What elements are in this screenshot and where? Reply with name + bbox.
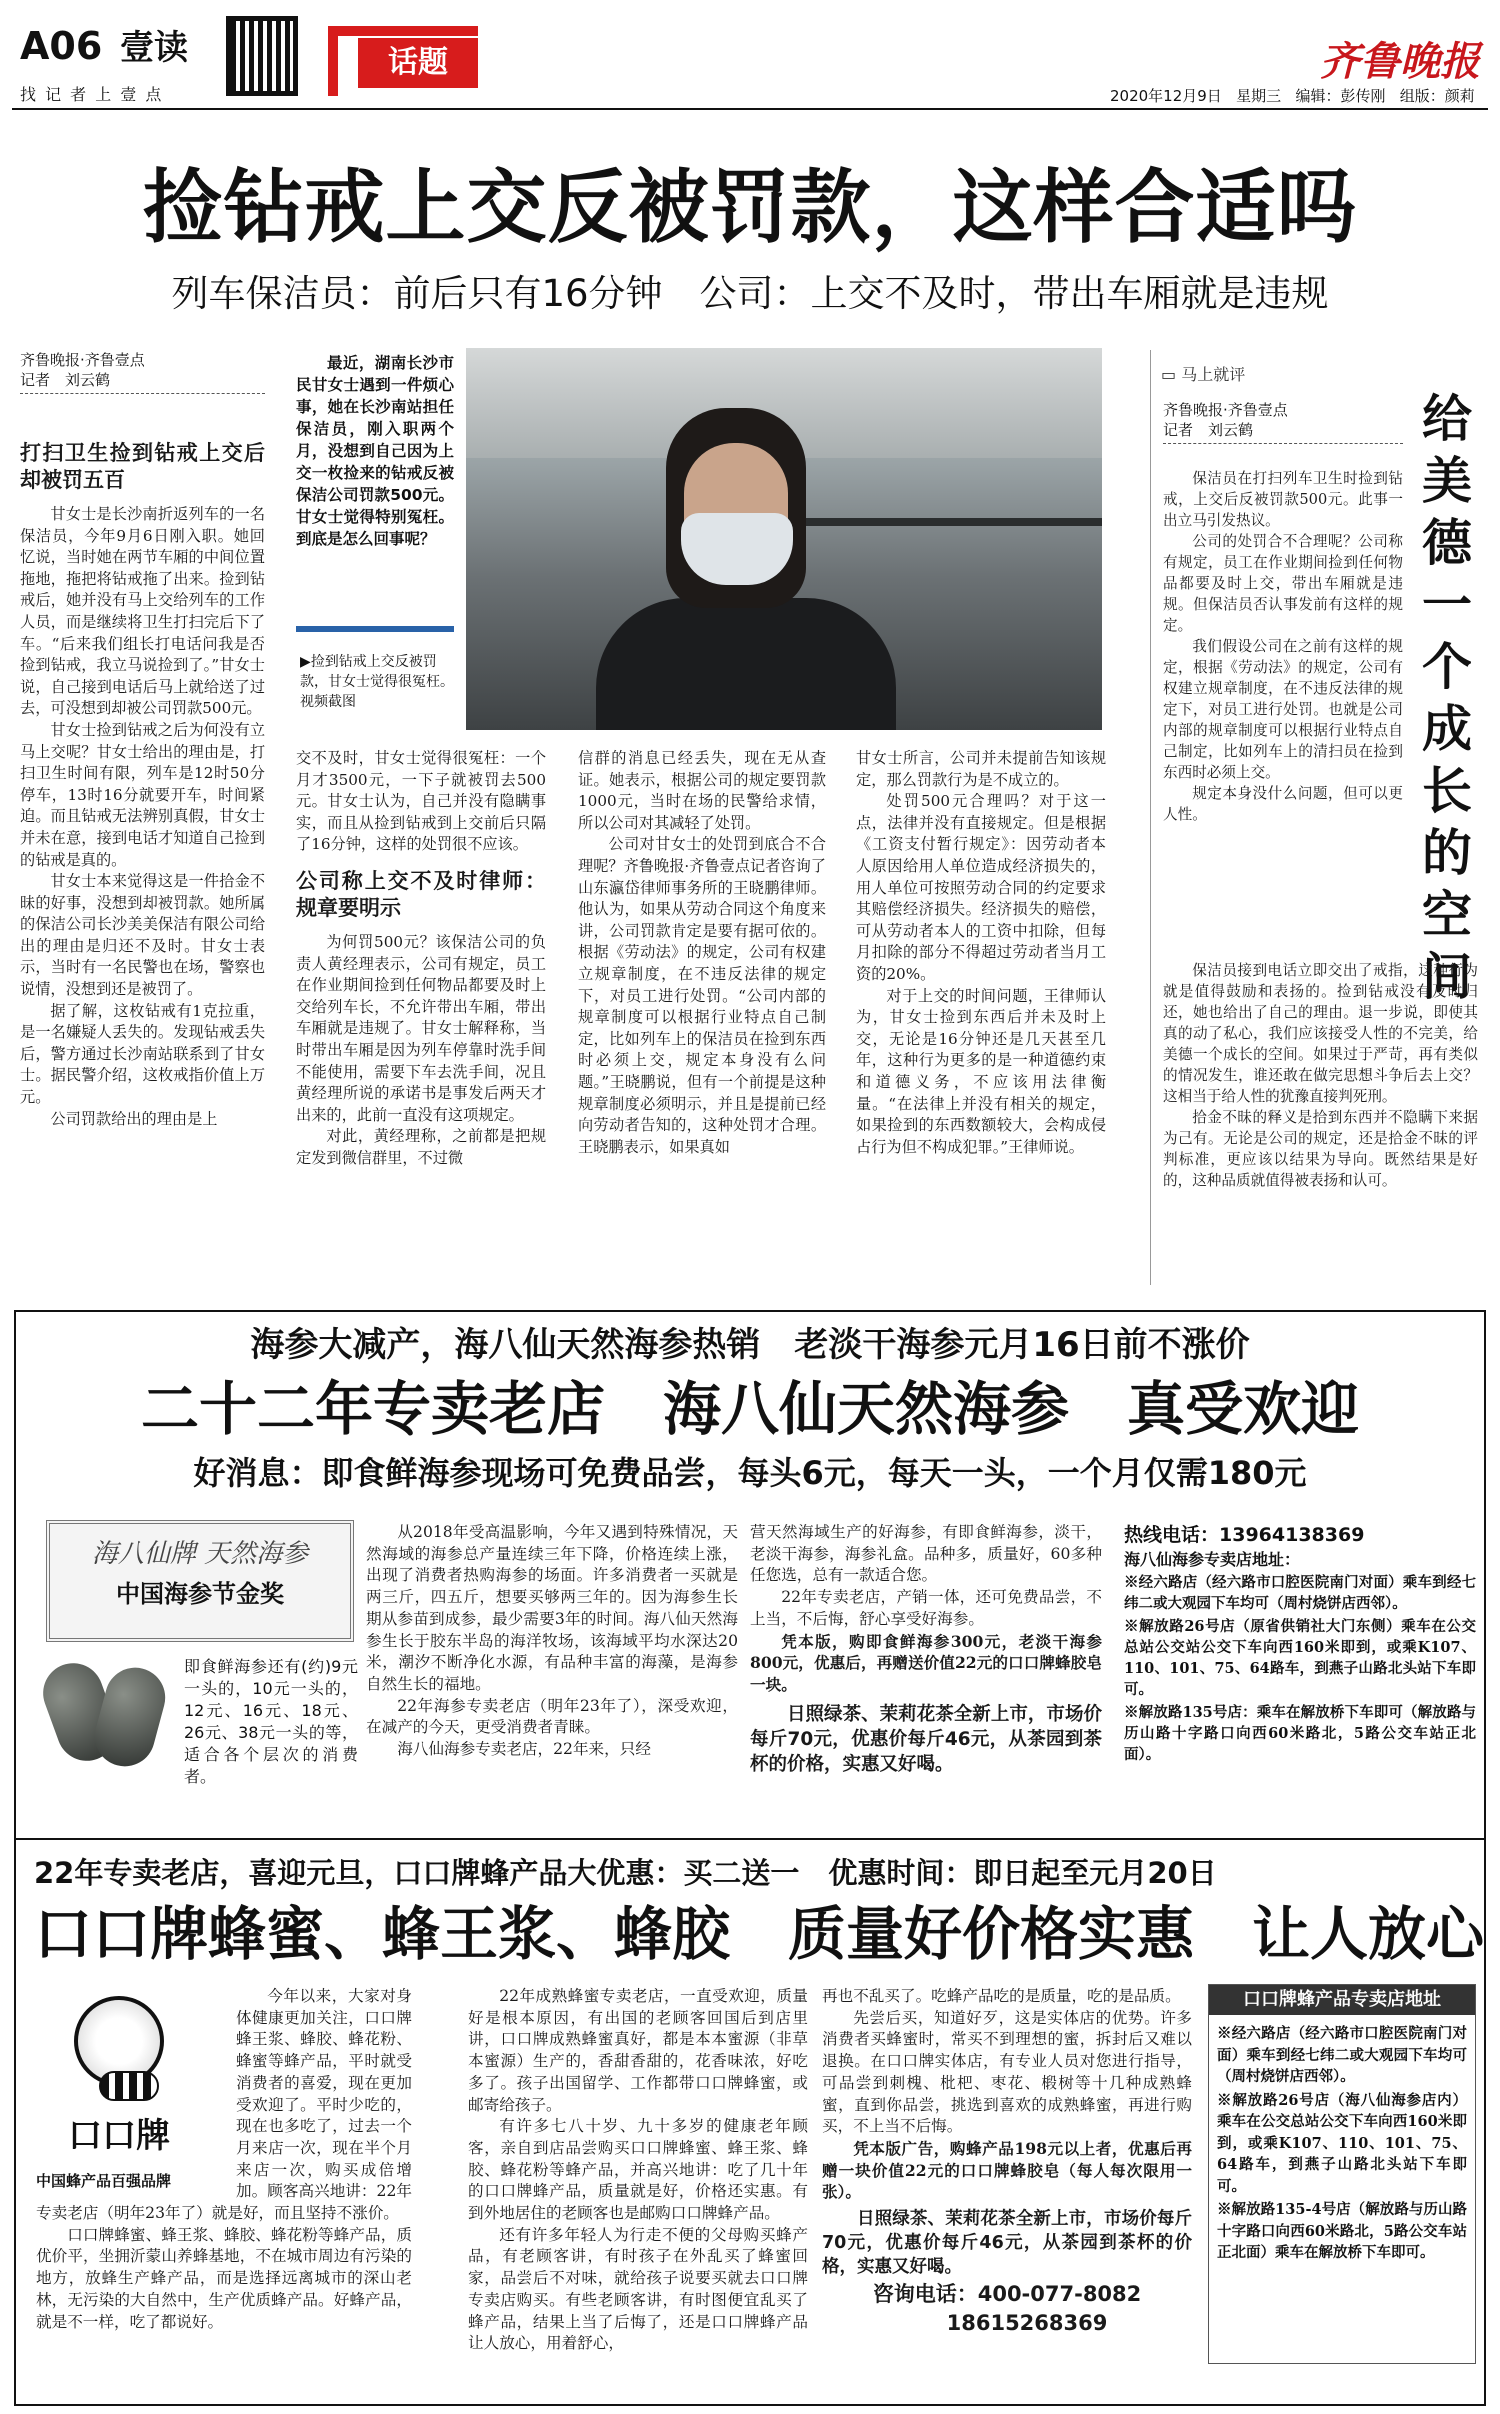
ad2-paragraph: 有许多七八十岁、九十多岁的健康老年顾客，亲自到店品尝购买口口牌蜂蜜、蜂王浆、蜂胶、蜂花粉等蜂产品，并高兴地讲：吃了几十年的口口牌蜂产品，质量就是好，价格还实惠。有到外地居住的老顾客也是邮购口口牌蜂产品。 bbox=[468, 2117, 808, 2223]
ad2-paragraph: 还有许多年轻人为行走不便的父母购买蜂产品，有老顾客讲，有时孩子在外乱买了蜂蜜回家，品尝后不对味，就给孩子说要买就去口口牌专卖店购买。有些老顾客讲，有时图便宜乱买了蜂产品，结果上当了后悔了，还是口口牌蜂产品让人放心，用着舒心， bbox=[468, 2225, 808, 2353]
topic-label: 话题 bbox=[358, 38, 478, 88]
ad2-store-address: ※解放路26号店（海八仙海参店内）乘车在公交总站公交下车向西160米即到，或乘K107、110、101、75、64路车，到燕子山路北头站下车即可。 bbox=[1217, 2091, 1467, 2195]
newspaper-logo: 齐鲁晚报 bbox=[1320, 38, 1480, 85]
commentary-box bbox=[1150, 350, 1485, 1285]
award-plaque bbox=[46, 1520, 354, 1642]
award-brand: 海八仙牌 天然海参 bbox=[91, 1539, 309, 1569]
ad2-store-panel bbox=[1208, 1984, 1476, 2364]
ad2-stores-title: 口口牌蜂产品专卖店地址 bbox=[1209, 1985, 1475, 2015]
ad1-store-address: ※经六路店（经六路市口腔医院南门对面）乘车到经七纬二或大观园下车均可（周村烧饼店西邻）。 bbox=[1124, 1574, 1476, 1612]
article-photo bbox=[466, 348, 1102, 730]
ad2-store-address: ※解放路135-4号店（解放路与历山路十字路口向西60米路北，5路公交车站正北面）乘车在解放桥下车即可。 bbox=[1217, 2201, 1467, 2261]
masthead-slogan: 找 记 者 上 壹 点 bbox=[20, 85, 164, 104]
ad2-paragraph: 先尝后买，知道好歹，这是实体店的优势。许多消费者买蜂蜜时，常买不到理想的蜜，拆封后又难以退换。在口口牌实体店，有专业人员对您进行指导，可品尝到刺槐、枇杷、枣花、椴树等十几种成熟蜂蜜，直到你品尝，挑选到喜欢的成熟蜂蜜，再进行购买，不上当不后悔。 bbox=[822, 2008, 1192, 2136]
ad1-line2: 二十二年专卖老店 海八仙天然海参 真受欢迎 bbox=[140, 1375, 1359, 1443]
commentary-byline bbox=[1163, 400, 1403, 444]
ad1-store-address: ※解放路135号店：乘车在解放桥下车即可（解放路与历山路十字路口向西60米路北，5路公交车站正北面）。 bbox=[1124, 1704, 1476, 1763]
ad1-column-1 bbox=[366, 1522, 738, 1761]
ad2-line1: 22年专卖老店，喜迎元旦，口口牌蜂产品大优惠：买二送一 优惠时间：即日起至元月20日 bbox=[34, 1856, 1217, 1890]
editor-credit: 编辑：彭传刚 bbox=[1295, 87, 1386, 105]
ad2-store-address: ※经六路店（经六路市口腔医院南门对面）乘车到经七纬二或大观园下车均可（周村烧饼店西邻）。 bbox=[1217, 2025, 1467, 2085]
qr-code-icon bbox=[226, 16, 298, 96]
ad1-line1: 海参大减产，海八仙天然海参热销 老淡干海参元月16日前不涨价 bbox=[250, 1325, 1250, 1365]
ad1-paragraph: 从2018年受高温影响，今年又遇到特殊情况，天然海域的海参总产量连续三年下降，价格连续上涨，出现了消费者热购海参的场面。许多消费者一买就是两三斤，四五斤，想要买够两三年的。因为海参生长期从参苗到成参，最少需要3年的时间。海八仙天然海参生长于胶东半岛的海洋牧场，该海域平均水深达20米，潮汐不断净化水源，有品种丰富的海藻，是海参自然生长的福地。 bbox=[366, 1523, 738, 1693]
ad2-column-3 bbox=[822, 1986, 1192, 2337]
commentary-paragraph: 保洁员接到电话立即交出了戒指，这种行为就是值得鼓励和表扬的。捡到钻戒没有及时归还，她也给出了自己的理由。退一步说，即使其真的动了私心，我们应该接受人性的不完美，给美德一个成长的空间。如果过于严苛，再有类似的情况发生，谁还敢在做完思想斗争后去上交？这相当于给人性的犹豫直接判死刑。 bbox=[1163, 962, 1478, 1105]
photo-caption: ▶捡到钻戒上交反被罚款，甘女士觉得很冤枉。视频截图 bbox=[300, 654, 454, 710]
commentary-paragraph: 公司的处罚合不合理呢？公司称有规定，员工在作业期间捡到任何物品都要及时上交，带出车厢就是违规。但保洁员否认事发前有这样的规定。 bbox=[1163, 533, 1403, 634]
ad1-store-list bbox=[1124, 1572, 1476, 1765]
article-paragraph: 处罚500元合理吗？对于这一点，法律并没有直接规定。但是根据《工资支付暂行规定》：因劳动者本人原因给用人单位造成经济损失的，用人单位可按照劳动合同的约定要求其赔偿经济损失。经济损失的赔偿，可从劳动者本人的工资中扣除，但每月扣除的部分不得超过劳动者当月工资的20%。 bbox=[856, 792, 1106, 983]
commentary-tag bbox=[1161, 362, 1245, 385]
article-subhead-1: 打扫卫生捡到钻戒上交后却被罚五百 bbox=[20, 441, 265, 492]
masthead bbox=[0, 0, 1500, 112]
article-byline bbox=[20, 350, 265, 394]
ad2-line2: 口口牌蜂蜜、蜂王浆、蜂胶 质量好价格实惠 让人放心 bbox=[34, 1900, 1485, 1968]
article-reporter: 记者 刘云鹤 bbox=[20, 370, 265, 394]
article-paragraph: 公司罚款给出的理由是上 bbox=[50, 1109, 218, 1128]
article-column-1 bbox=[20, 440, 265, 1130]
article-source: 齐鲁晚报·齐鲁壹点 bbox=[20, 351, 145, 369]
masthead-rule bbox=[12, 108, 1488, 110]
article-paragraph: 对此，黄经理称，之前都是把规定发到微信群里，不过微 bbox=[296, 1127, 546, 1167]
designer-credit: 组版：颜莉 bbox=[1399, 87, 1475, 105]
ad2-paragraph: 凭本版广告，购蜂产品198元以上者，优惠后再赠一块价值22元的口口牌蜂胶皂（每人每次限用一张）。 bbox=[822, 2138, 1192, 2202]
article-paragraph: 甘女士捡到钻戒之后为何没有立马上交呢？甘女士给出的理由是，打扫卫生时间有限，列车是12时50分停车，13时16分就要开车，时间紧迫。而且钻戒无法辨别真假，甘女士并未在意，接到电话才知道自己捡到的钻戒是真的。 bbox=[20, 720, 265, 869]
ad1-store-panel bbox=[1124, 1522, 1476, 1767]
commentary-tag-label: 马上就评 bbox=[1181, 365, 1246, 384]
article-paragraph: 甘女士本来觉得这是一件拾金不昧的好事，没想到却被罚款。她所属的保洁公司长沙美美保洁有限公司给出的理由是归还不及时。甘女士表示，当时有一名民警也在场，警察也说情，没想到还是被罚了。 bbox=[20, 872, 265, 999]
commentary-text-bottom bbox=[1163, 960, 1478, 1191]
ad1-paragraph: 营天然海域生产的好海参，有即食鲜海参，淡干，老淡干海参，海参礼盒。品种多，质量好，60多种任您选，总有一款适合您。 bbox=[750, 1523, 1102, 1585]
commentary-paragraph: 拾金不昧的释义是拾到东西并不隐瞒下来据为己有。无论是公司的规定，还是拾金不昧的评判标准，更应该以结果为导向。既然结果是好的，这种品质就值得被表扬和认可。 bbox=[1163, 1109, 1478, 1189]
honey-logo-text: 口口牌 bbox=[68, 2116, 170, 2156]
article-paragraph: 交不及时，甘女士觉得很冤枉：一个月才3500元，一下子就被罚去500元。甘女士认为，自己并没有隐瞒事实，而且从捡到钻戒到上交前后只隔了16分钟，这样的处罚很不应该。 bbox=[296, 749, 546, 854]
ad2-column-1-spacer bbox=[36, 1986, 236, 2196]
ad1-promo: 日照绿茶、茉莉花茶全新上市，市场价每斤70元，优惠价每斤46元，从茶园到茶杯的价格，实惠又好喝。 bbox=[750, 1703, 1102, 1775]
photo-railing bbox=[766, 518, 1102, 526]
article-paragraph: 为何罚500元？该保洁公司的负责人黄经理表示，公司有规定，员工在作业期间捡到任何物品都要及时上交给列车长，不允许带出车厢，带出车厢就是违规了。甘女士解释称，当时带出车厢是因为列车停靠时洗手间不能使用，需要下车去洗手间，况且黄经理所说的承诺书是事发后两天才出来的，此前一直没有这项规定。 bbox=[296, 932, 546, 1124]
commentary-paragraph: 保洁员在打扫列车卫生时捡到钻戒，上交后反被罚款500元。此事一出立马引发热议。 bbox=[1163, 470, 1403, 529]
sea-cucumber-image bbox=[40, 1652, 180, 1772]
ad1-paragraph: 海八仙海参专卖老店，22年来，只经 bbox=[397, 1740, 651, 1759]
article-column-4 bbox=[856, 748, 1106, 1158]
ad2-phone-2: 18615268369 bbox=[946, 2311, 1108, 2336]
ad2-paragraph: 口口牌蜂蜜、蜂王浆、蜂胶、蜂花粉等蜂产品，质优价平，坐拥沂蒙山养蜂基地，不在城市周边有污染的地方，放蜂生产蜂产品，而是选择远离城市的深山老林，无污染的大自然中，生产优质蜂产品。好蜂产品，就是不一样，吃了都说好。 bbox=[36, 2225, 412, 2331]
commentary-source: 齐鲁晚报·齐鲁壹点 bbox=[1163, 401, 1288, 419]
article-subhead-2: 公司称上交不及时律师：规章要明示 bbox=[296, 868, 546, 920]
ad1-paragraph: 凭本版，购即食鲜海参300元，老淡干海参800元，优惠后，再赠送价值22元的口口牌蜂胶皂一块。 bbox=[750, 1631, 1102, 1694]
headline: 捡钻戒上交反被罚款，这样合适吗 bbox=[142, 161, 1358, 254]
article-paragraph: 信群的消息已经丢失，现在无从查证。她表示，根据公司的规定要罚款1000元，当时在场的民警给求情，所以公司对其减轻了处罚。 bbox=[578, 749, 826, 832]
section-name: 壹读 bbox=[120, 28, 188, 68]
article-paragraph: 对于上交的时间问题，王律师认为，甘女士捡到东西后并未及时上交，无论是16分钟还是几天甚至几年，这种行为更多的是一种道德约束和道德义务，不应该用法律衡量。“在法律上并没有相关的规定，如果捡到的东西数额较大，会构成侵占行为但不构成犯罪。”王律师说。 bbox=[856, 986, 1106, 1156]
photo-mask bbox=[681, 513, 793, 585]
commentary-text-top bbox=[1163, 468, 1403, 825]
ad1-paragraph: 22年海参专卖老店（明年23年了），深受欢迎，在减产的今天，更受消费者青睐。 bbox=[366, 1696, 738, 1737]
article-column-2 bbox=[296, 748, 546, 1170]
ad1-store-address: ※解放路26号店（原省供销社大门东侧）乘车在公交总站公交站公交下车向西160米即到，或乘K107、110、101、75、64路车，到燕子山路北头站下车即可。 bbox=[1124, 1618, 1476, 1698]
ad1-hotline: 热线电话：13964138369 bbox=[1124, 1524, 1365, 1546]
issue-weekday: 星期三 bbox=[1236, 87, 1282, 105]
ad-sea-cucumber bbox=[14, 1310, 1486, 1840]
ad2-paragraph: 22年成熟蜂蜜专卖老店，一直受欢迎，质量好是根本原因，有出国的老顾客回国后到店里讲，口口牌成熟蜂蜜真好，都是本本蜜源（非草本蜜源）生产的，香甜香甜的，花香味浓，好吃多了。孩子出国留学、工作都带口口牌蜂蜜，或邮寄给孩子。 bbox=[468, 1987, 808, 2114]
ad1-column-2 bbox=[750, 1522, 1102, 1777]
ad2-store-list bbox=[1209, 2015, 1475, 2274]
commentary-icon: ▭ bbox=[1161, 365, 1177, 384]
ad2-phone-1: 咨询电话：400-077-8082 bbox=[872, 2282, 1142, 2307]
ad2-column-2 bbox=[468, 1986, 808, 2355]
award-name: 中国海参节金奖 bbox=[116, 1579, 284, 1608]
commentary-reporter: 记者 刘云鹤 bbox=[1163, 420, 1403, 444]
ad1-price-text: 即食鲜海参还有(约)9元一头的，10元一头的，12元、16元、18元、26元、38元一头的等，适合各个层次的消费者。 bbox=[184, 1657, 358, 1786]
article-paragraph: 甘女士是长沙南折返列车的一名保洁员，今年9月6日刚入职。她回忆说，当时她在两节车厢的中间位置拖地，拖把将钻戒拖了出来。捡到钻戒后，她并没有马上交给列车的工作人员，而是继续将卫生打扫完后下了车。“后来我们组长打电话问我是否捡到钻戒，我立马说捡到了。”甘女士说，自己接到电话后马上就给送了过去，可没想到却被公司罚款500元。 bbox=[20, 505, 265, 718]
commentary-paragraph: 规定本身没什么问题，但可以更人性。 bbox=[1163, 785, 1403, 823]
ad1-paragraph: 22年专卖老店，产销一体，还可免费品尝，不上当，不后悔，舒心享受好海参。 bbox=[750, 1588, 1102, 1628]
ad2-paragraph: 今年以来，大家对身体健康更加关注，口口牌蜂王浆、蜂胶、蜂花粉、蜂蜜等蜂产品，平时就受消费者的喜爱，现在更加受欢迎了。平时少吃的，现在也多吃了，过去一个月来店一次，现在半个月来店一次，购买成倍增加。顾客高兴地讲：22年专卖老店（明年23年了）就是好，而且坚持不涨价。 bbox=[36, 1987, 412, 2223]
page-number: A06 bbox=[20, 24, 103, 68]
article-paragraph: 甘女士所言，公司并未提前告知该规定，那么罚款行为是不成立的。 bbox=[856, 749, 1106, 789]
ad1-stores-title: 海八仙海参专卖店地址： bbox=[1124, 1550, 1301, 1569]
subheadline: 列车保洁员：前后只有16分钟 公司：上交不及时，带出车厢就是违规 bbox=[171, 272, 1329, 315]
ad-honey bbox=[14, 1840, 1486, 2406]
photo-coat bbox=[596, 598, 896, 730]
ad2-paragraph: 再也不乱买了。吃蜂产品吃的是质量，吃的是品质。 bbox=[822, 1987, 1181, 2005]
article-lead: 最近，湖南长沙市民甘女士遇到一件烦心事，她在长沙南站担任保洁员，刚入职两个月，没想到自己因为上交一枚捡来的钻戒反被保洁公司罚款500元。甘女士觉得特别冤枉。到底是怎么回事呢？ bbox=[296, 354, 454, 548]
honey-logo-caption: 中国蜂产品百强品牌 bbox=[36, 2172, 172, 2190]
ad2-column-1 bbox=[36, 1986, 412, 2333]
commentary-title: 给美德一个成长的空间 bbox=[1422, 390, 1472, 1006]
article-paragraph: 公司对甘女士的处罚到底合不合理呢？齐鲁晚报·齐鲁壹点记者咨询了山东瀛岱律师事务所的王晓鹏律师。他认为，如果从劳动合同这个角度来讲，公司罚款肯定是要有据可依的。根据《劳动法》的规定，公司有权建立规章制度，在不违反法律的规定下，对员工进行处罚。“公司内部的规章制度可以根据行业特点自己制定，比如列车上的保洁员在捡到东西时必须上交，规定本身没有么问题。”王晓鹏说，但有一个前提是这种规章制度必须明示，并且是提前已经向劳动者告知的，这种处罚才合理。王晓鹏表示，如果真如 bbox=[578, 835, 826, 1156]
masthead-info bbox=[1110, 85, 1475, 106]
article-column-3 bbox=[578, 748, 826, 1158]
lead-rule bbox=[296, 626, 454, 632]
issue-date: 2020年12月9日 bbox=[1110, 87, 1222, 105]
commentary-paragraph: 我们假设公司在之前有这样的规定，根据《劳动法》的规定，公司有权建立规章制度，在不违反法律的规定下，对员工进行处罚。也就是公司内部的规章制度可以根据行业特点自己制定，比如列车上的清扫员在捡到东西时必须上交。 bbox=[1163, 638, 1403, 781]
ad2-promo: 日照绿茶、茉莉花茶全新上市，市场价每斤70元，优惠价每斤46元，从茶园到茶杯的价格，实惠又好喝。 bbox=[822, 2209, 1192, 2278]
ad1-line3: 好消息：即食鲜海参现场可免费品尝，每头6元，每天一头，一个月仅需180元 bbox=[193, 1454, 1307, 1492]
article-paragraph: 据了解，这枚钻戒有1克拉重，是一名嫌疑人丢失的。发现钻戒丢失后，警方通过长沙南站联系到了甘女士。据民警介绍，这枚戒指价值上万元。 bbox=[20, 1001, 265, 1107]
